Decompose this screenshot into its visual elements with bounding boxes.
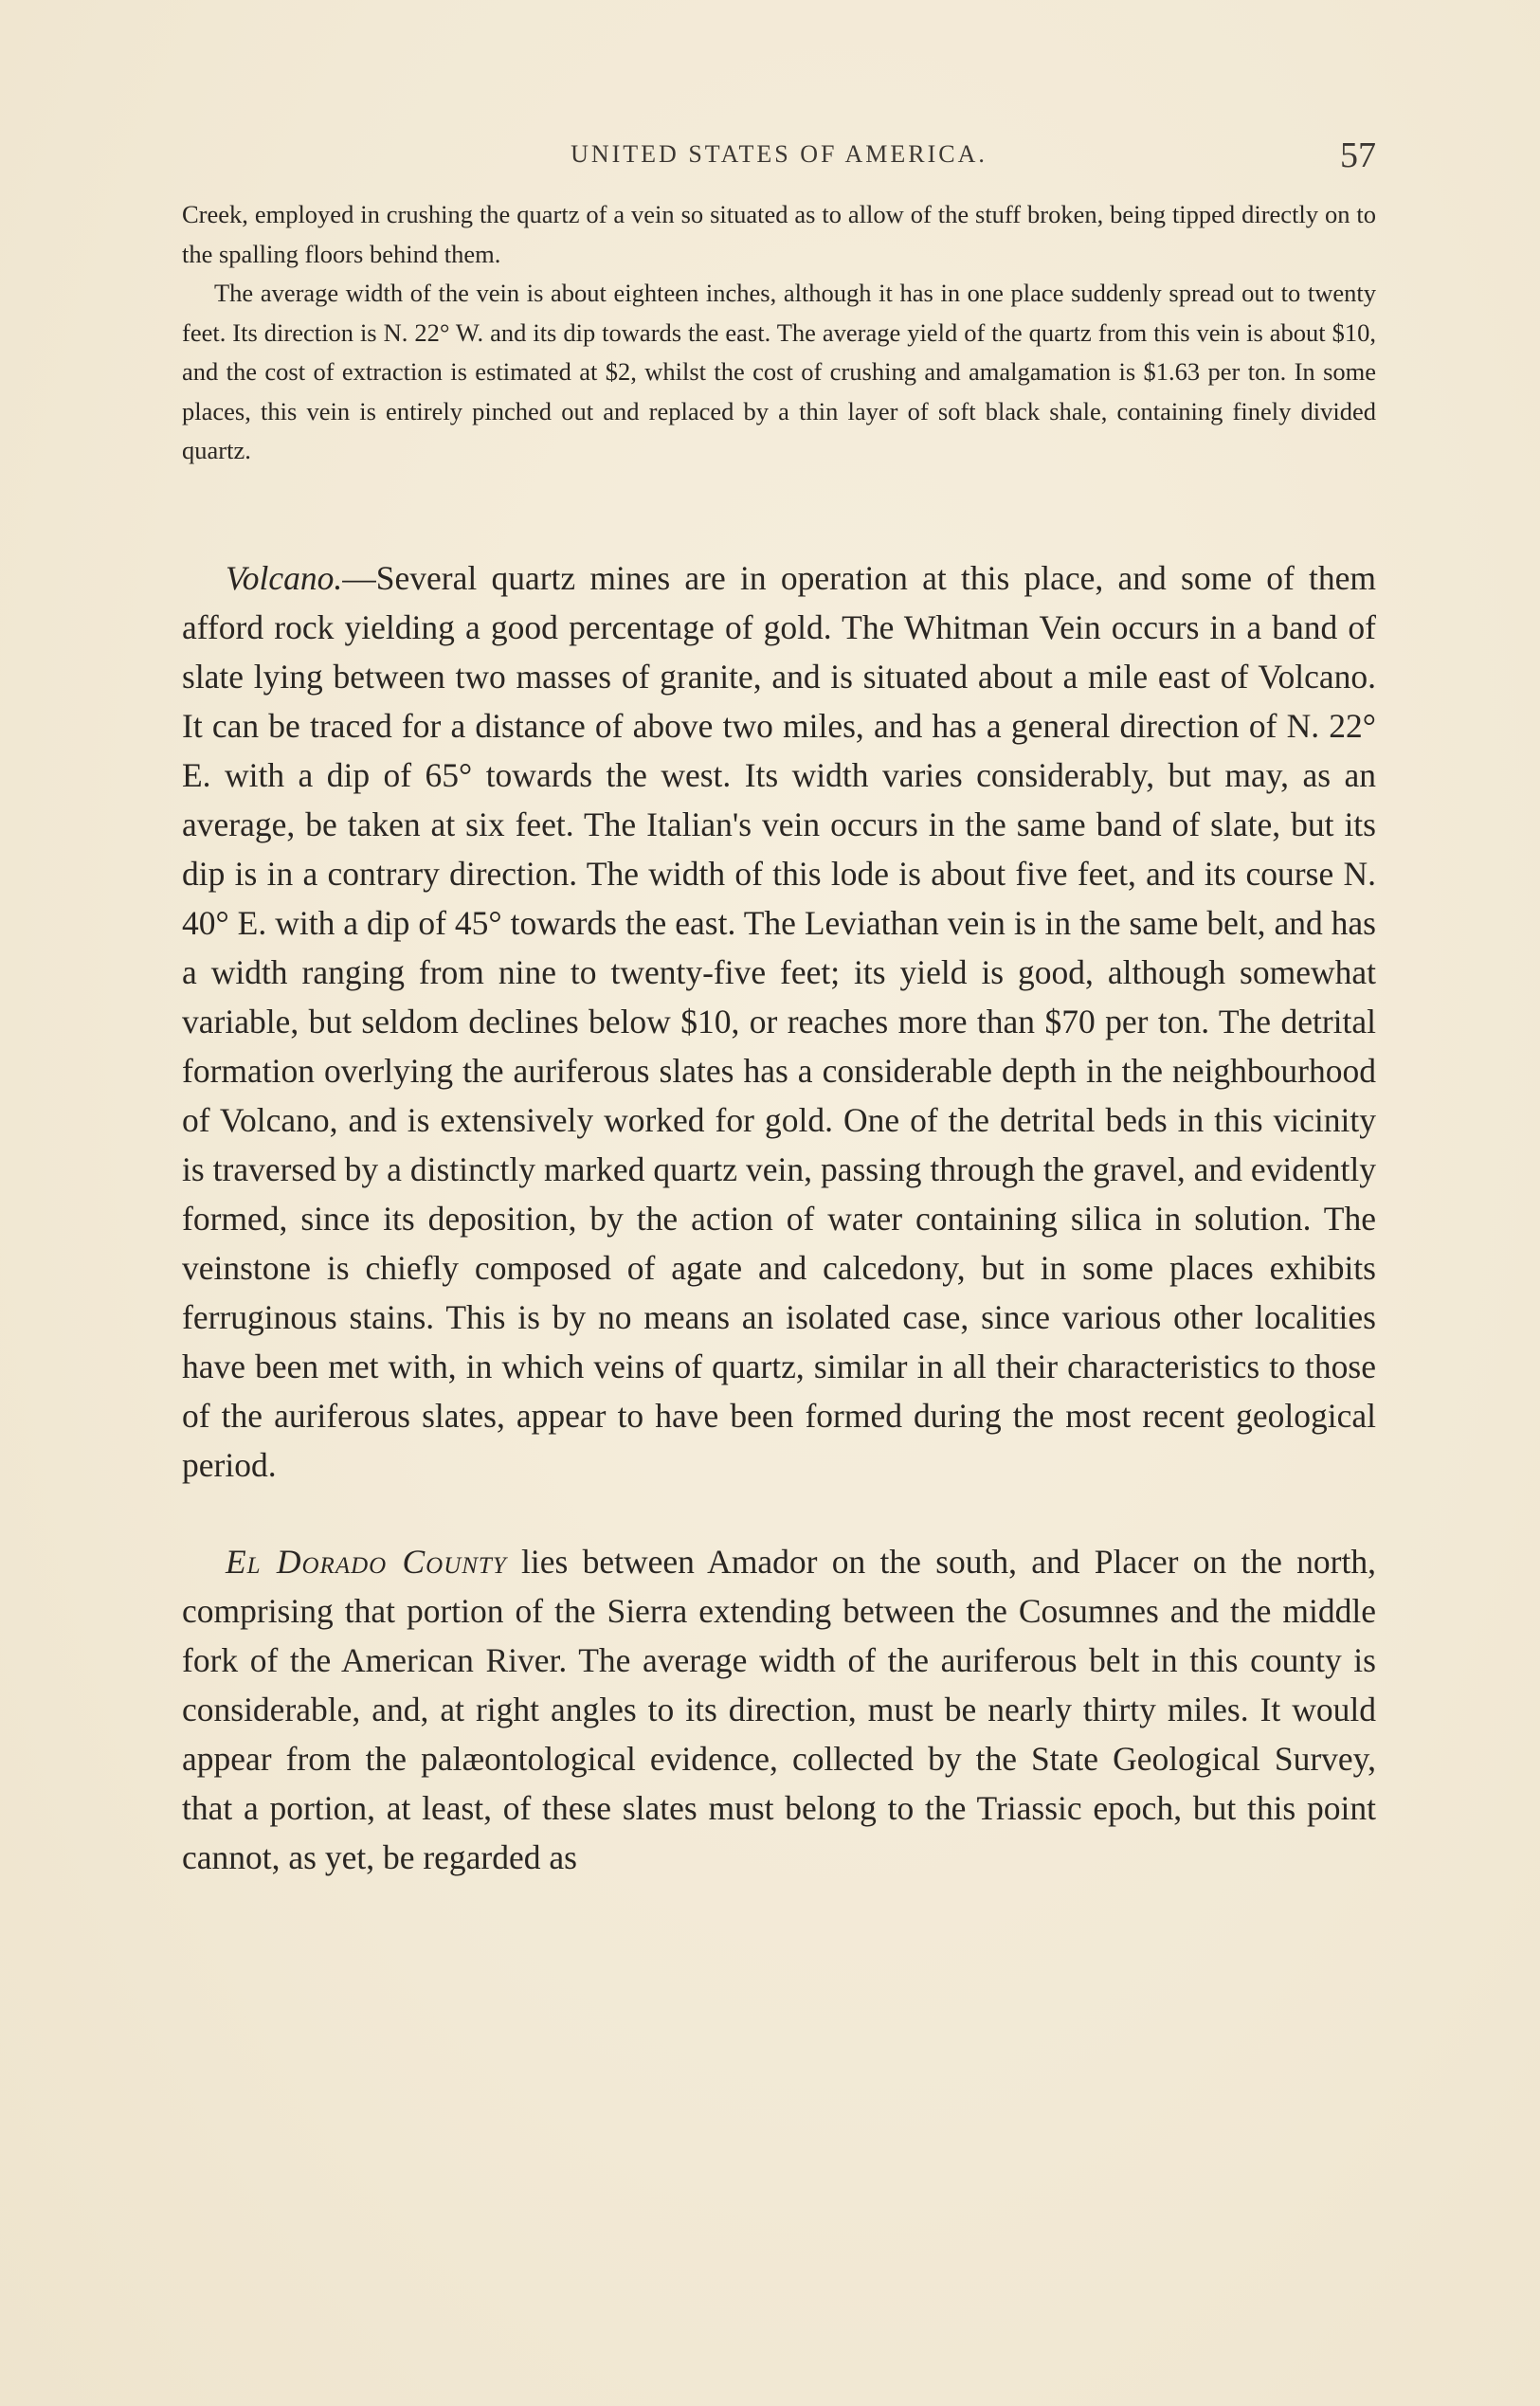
small-print-section (182, 195, 1376, 471)
main-text-section (182, 553, 1376, 1882)
paragraph-volcano (182, 553, 1376, 1490)
paragraph-el-dorado-text: lies between Amador on the south, and Placer on the north, comprising that portion of the Sierra extending between the Cosumnes and the middle fork of the American River. The average width of the auriferous belt in this county is considerable, and, at right angles to its direction, must be nearly thirty miles. It would appear from the palæontological evidence, collected by the State Geological Survey, that a portion, at least, of these slates must belong to the Triassic epoch, but this point cannot, as yet, be regarded as (182, 1543, 1376, 1876)
page-number: 57 (1340, 136, 1376, 175)
paragraph-volcano-lead: Volcano. (226, 559, 343, 597)
paragraph-el-dorado (182, 1537, 1376, 1882)
paragraph-el-dorado-lead: El Dorado County (226, 1543, 507, 1581)
small-paragraph-continued: Creek, employed in crushing the quartz of a vein so situated as to allow of the stuff broken, being tipped directly on to the spalling floors behind them. (182, 200, 1376, 268)
small-paragraph-vein-width: The average width of the vein is about eighteen inches, although it has in one place suddenly spread out to twenty feet. Its direction is N. 22° W. and its dip towards the east. The average yield of the quartz from this vein is about $10, and the cost of extraction is estimated at $2, whilst the cost of crushing and amalgamation is $1.63 per ton. In some places, this vein is entirely pinched out and replaced by a thin layer of soft black shale, containing finely divided quartz. (182, 279, 1376, 464)
running-head (182, 136, 1376, 178)
paragraph-volcano-text: —Several quartz mines are in operation at this place, and some of them afford rock yielding a good percentage of gold. The Whitman Vein occurs in a band of slate lying between two masses of granite, and is situated about a mile east of Volcano. It can be traced for a distance of above two miles, and has a general direction of N. 22° E. with a dip of 65° towards the west. Its width varies considerably, but may, as an average, be taken at six feet. The Italian's vein occurs in the same band of slate, but its dip is in a contrary direction. The width of this lode is about five feet, and its course N. 40° E. with a dip of 45° towards the east. The Leviathan vein is in the same belt, and has a width ranging from nine to twenty-five feet; its yield is good, although somewhat variable, but seldom declines below $10, or reaches more than $70 per ton. The detrital formation overlying the auriferous slates has a considerable depth in the neighbourhood of Volcano, and is extensively worked for gold. One of the detrital beds in this vicinity is traversed by a distinctly marked quartz vein, passing through the gravel, and evidently formed, since its deposition, by the action of water containing silica in solution. The veinstone is chiefly composed of agate and calcedony, but in some places exhibits ferruginous stains. This is by no means an isolated case, since various other localities have been met with, in which veins of quartz, similar in all their characteristics to those of the auriferous slates, appear to have been formed during the most recent geological period. (182, 559, 1376, 1484)
running-title: UNITED STATES OF AMERICA. (571, 140, 987, 168)
